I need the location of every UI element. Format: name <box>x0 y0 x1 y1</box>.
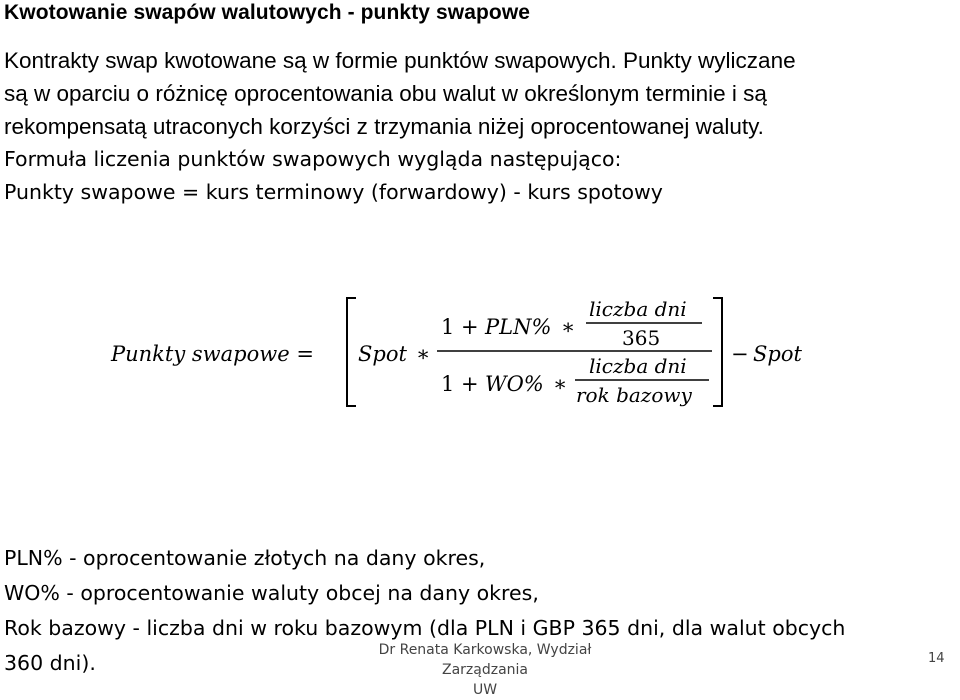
formula-wo-pct: WO% <box>485 372 544 396</box>
paragraph-line: rekompensatą utraconych korzyści z trzymania niżej oprocentowanej waluty. <box>4 114 764 139</box>
formula-svg <box>0 280 960 430</box>
formula-one-plus: 1 + <box>441 372 479 396</box>
formula-365: 365 <box>622 326 661 350</box>
definition-pln: PLN% - oprocentowanie złotych na dany okres, <box>4 546 486 570</box>
formula-times: ∗ <box>561 315 576 339</box>
right-bracket <box>713 298 722 406</box>
formula-liczba-dni: liczba dni <box>589 297 687 321</box>
formula-liczba-dni: liczba dni <box>589 354 687 378</box>
paragraph-line: są w oparciu o różnicę oprocentowania obu walut w określonym terminie i są <box>4 81 767 106</box>
intro-paragraph <box>4 44 956 209</box>
left-bracket <box>347 298 356 406</box>
paragraph-line: Kontrakty swap kwotowane są w formie punktów swapowych. Punkty wyliczane <box>4 48 796 73</box>
slide-title: Kwotowanie swapów walutowych - punkty swapowe <box>4 1 531 24</box>
formula-one-plus: 1 + <box>441 315 479 339</box>
paragraph-line: Formuła liczenia punktów swapowych wygląda następująco: <box>4 147 622 171</box>
definition-wo: WO% - oprocentowanie waluty obcej na dany okres, <box>4 581 539 605</box>
formula-times: ∗ <box>416 342 431 366</box>
formula-rok-bazowy: rok bazowy <box>576 383 692 407</box>
formula-spot: Spot <box>358 342 407 366</box>
paragraph-line: Punkty swapowe = kurs terminowy (forwardowy) - kurs spotowy <box>4 180 663 204</box>
formula-lhs: Punkty swapowe = <box>111 342 314 366</box>
definition-rok-bazowy: Rok bazowy - liczba dni w roku bazowym (dla PLN i GBP 365 dni, dla walut obcych <box>4 616 846 640</box>
formula-minus: − <box>731 342 749 366</box>
formula-pln-pct: PLN% <box>485 315 552 339</box>
slide-footer <box>335 640 635 700</box>
footer-author-cont: UW <box>472 682 498 698</box>
swap-points-formula <box>0 280 960 430</box>
footer-author: Dr Renata Karkowska, Wydział Zarządzania <box>378 642 592 678</box>
definition-rok-bazowy-cont: 360 dni). <box>4 651 96 675</box>
formula-times: ∗ <box>553 372 568 396</box>
formula-spot-end: Spot <box>753 342 802 366</box>
page-number: 14 <box>928 651 945 666</box>
